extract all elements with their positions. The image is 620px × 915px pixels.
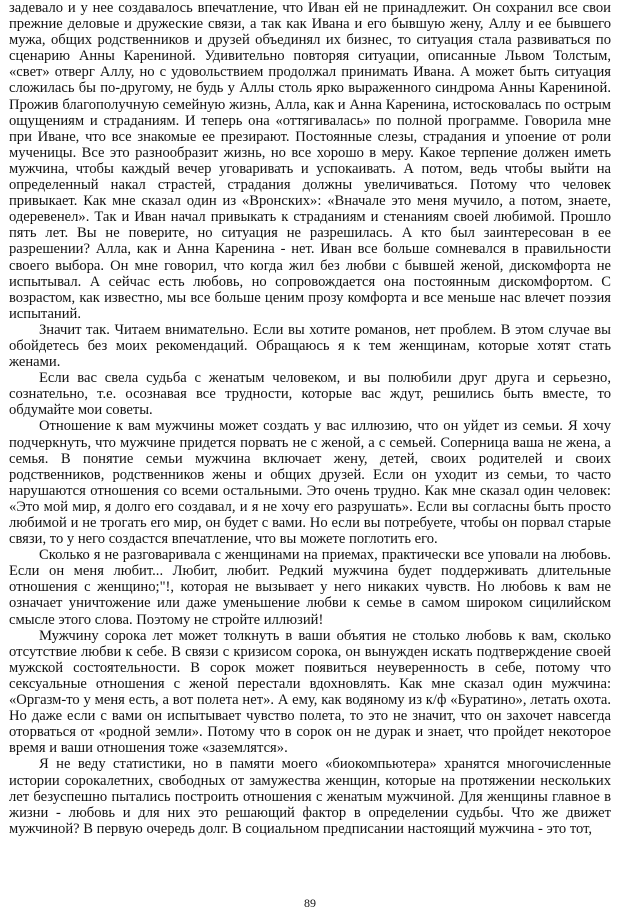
paragraph-2: Значит так. Читаем внимательно. Если вы хотите романов, нет проблем. В этом случае вы обойдетесь без моих рекомендаций. Обращаюсь я к тем женщинам, которые хотят стать женами. xyxy=(9,321,611,371)
page-number: 89 xyxy=(304,896,316,910)
book-page xyxy=(9,0,611,915)
paragraph-3: Если вас свела судьба с женатым человеком, и вы полюбили друг друга и серьезно, сознательно, т.е. осознавая все трудности, которые вас ждут, решились быть вместе, то обдумайте мои советы. xyxy=(9,370,611,419)
paragraph-6: Мужчину сорока лет может толкнуть в ваши объятия не столько любовь к вам, сколько отсутствие любви к себе. В связи с кризисом сорока, он вынужден искать подтверждение своей мужской состоятельности. В сорок может появиться неуверенность в себе, потому что сексуальные отношения с женой перестали вдохновлять. Как мне сказал один мужчина: «Оргазм-то у меня есть, а вот полета нет». А ему, как водяному из к/ф «Буратино», летать охота. Но даже если с вами он испытывает чувство полета, то это не значит, что он захочет навсегда оторваться от «родной земли». Потому что в сорок он не дурак и знает, что пройдет некоторое время и ваши отношения тоже «заземлятся». xyxy=(9,627,611,757)
paragraph-4: Отношение к вам мужчины может создать у вас иллюзию, что он уйдет из семьи. Я хочу подчеркнуть, что мужчине придется порвать не с женой, а с семьей. Соперница ваша не жена, а семья. В понятие семьи мужчина включает жену, детей, своих родителей и своих родственников, родственников жены и общих друзей. Если он уходит из семьи, то часто нарушаются отношения со всеми остальными. Это очень трудно. Как мне сказал один человек: «Это мой мир, я долго его создавал, и я не хочу его разрушать». Если вы согласны быть просто любимой и не трогать его мир, он будет с вами. Но если вы потребуете, чтобы он порвал старые связи, то у него создастся впечатление, что вы можете поглотить его. xyxy=(9,418,611,548)
paragraph-7: Я не веду статистики, но в памяти моего «биокомпьютера» хранятся многочисленные истории сорокалетних, свободных от замужества женщин, которые на протяжении нескольких лет безуспешно пытались построить отношения с женатым мужчиной. Для женщины главное в жизни - любовь и для них это решающий фактор в определении судьбы. Что же движет мужчиной? В первую очередь долг. В социальном предписании настоящий мужчина - это тот, xyxy=(9,756,611,837)
paragraph-1: задевало и у нее создавалось впечатление, что Иван ей не принадлежит. Он сохранил все свои прежние деловые и дружеские связи, а так как Ивана и его бывшую жену, Аллу и ее бывшего мужа, общих родственников и друзей объединял их бизнес, то ситуация стала развиваться по сценарию Анны Карениной. Удивительно повторяя ситуации, описанные Львом Толстым, «свет» отверг Аллу, но с удовольствием продолжал принимать Ивана. А может быть ситуация сложилась бы по-другому, не будь у Аллы столь ярко выраженного синдрома Анны Карениной. Прожив благополучную семейную жизнь, Алла, как и Анна Каренина, истосковалась по острым ощущениям и страданиям. И теперь она «оттягивалась» по полной программе. Говорила мне при Иване, что все знакомые ее презирают. Постоянные слезы, страдания и упоение от роли мученицы. Все это разнообразит жизнь, но все хорошо в меру. Какое терпение должен иметь мужчина, чтобы каждый вечер уговаривать и успокаивать. А потом, ведь чтобы выйти на определенный накал страстей, страдания должны увеличиваться. Потому что человек привыкает. Как мне сказал один из «Вронских»: «Вначале это меня мучило, а потом, знаете, одеревенел». Так и Иван начал привыкать к страданиям и стенаниям своей любимой. Прошло пять лет. Вы не поверите, но ситуация не разрешилась. А кто был заинтересован в ее разрешении? Алла, как и Анна Каренина - нет. Иван все больше сомневался в правильности своего выбора. Он мне говорил, что когда жил без любви с бывшей женой, дискомфорта не испытывал. А сейчас есть любовь, но сопровождается она постоянным дискомфортом. С возрастом, как известно, мы все больше ценим прозу комфорта и все меньше нас влечет поэзия испытаний. xyxy=(9,0,611,322)
paragraph-5: Сколько я не разговаривала с женщинами на приемах, практически все уповали на любовь. Если он меня любит... Любит, любит. Редкий мужчина будет поддерживать длительные отношения с женщино;"!, которая не вызывает у него никаких чувств. Но любовь к вам не означает уничтожение или даже уменьшение любви к семье в самом широком сицилийском смысле этого слова. Поэтому не стройте иллюзий! xyxy=(9,547,611,628)
